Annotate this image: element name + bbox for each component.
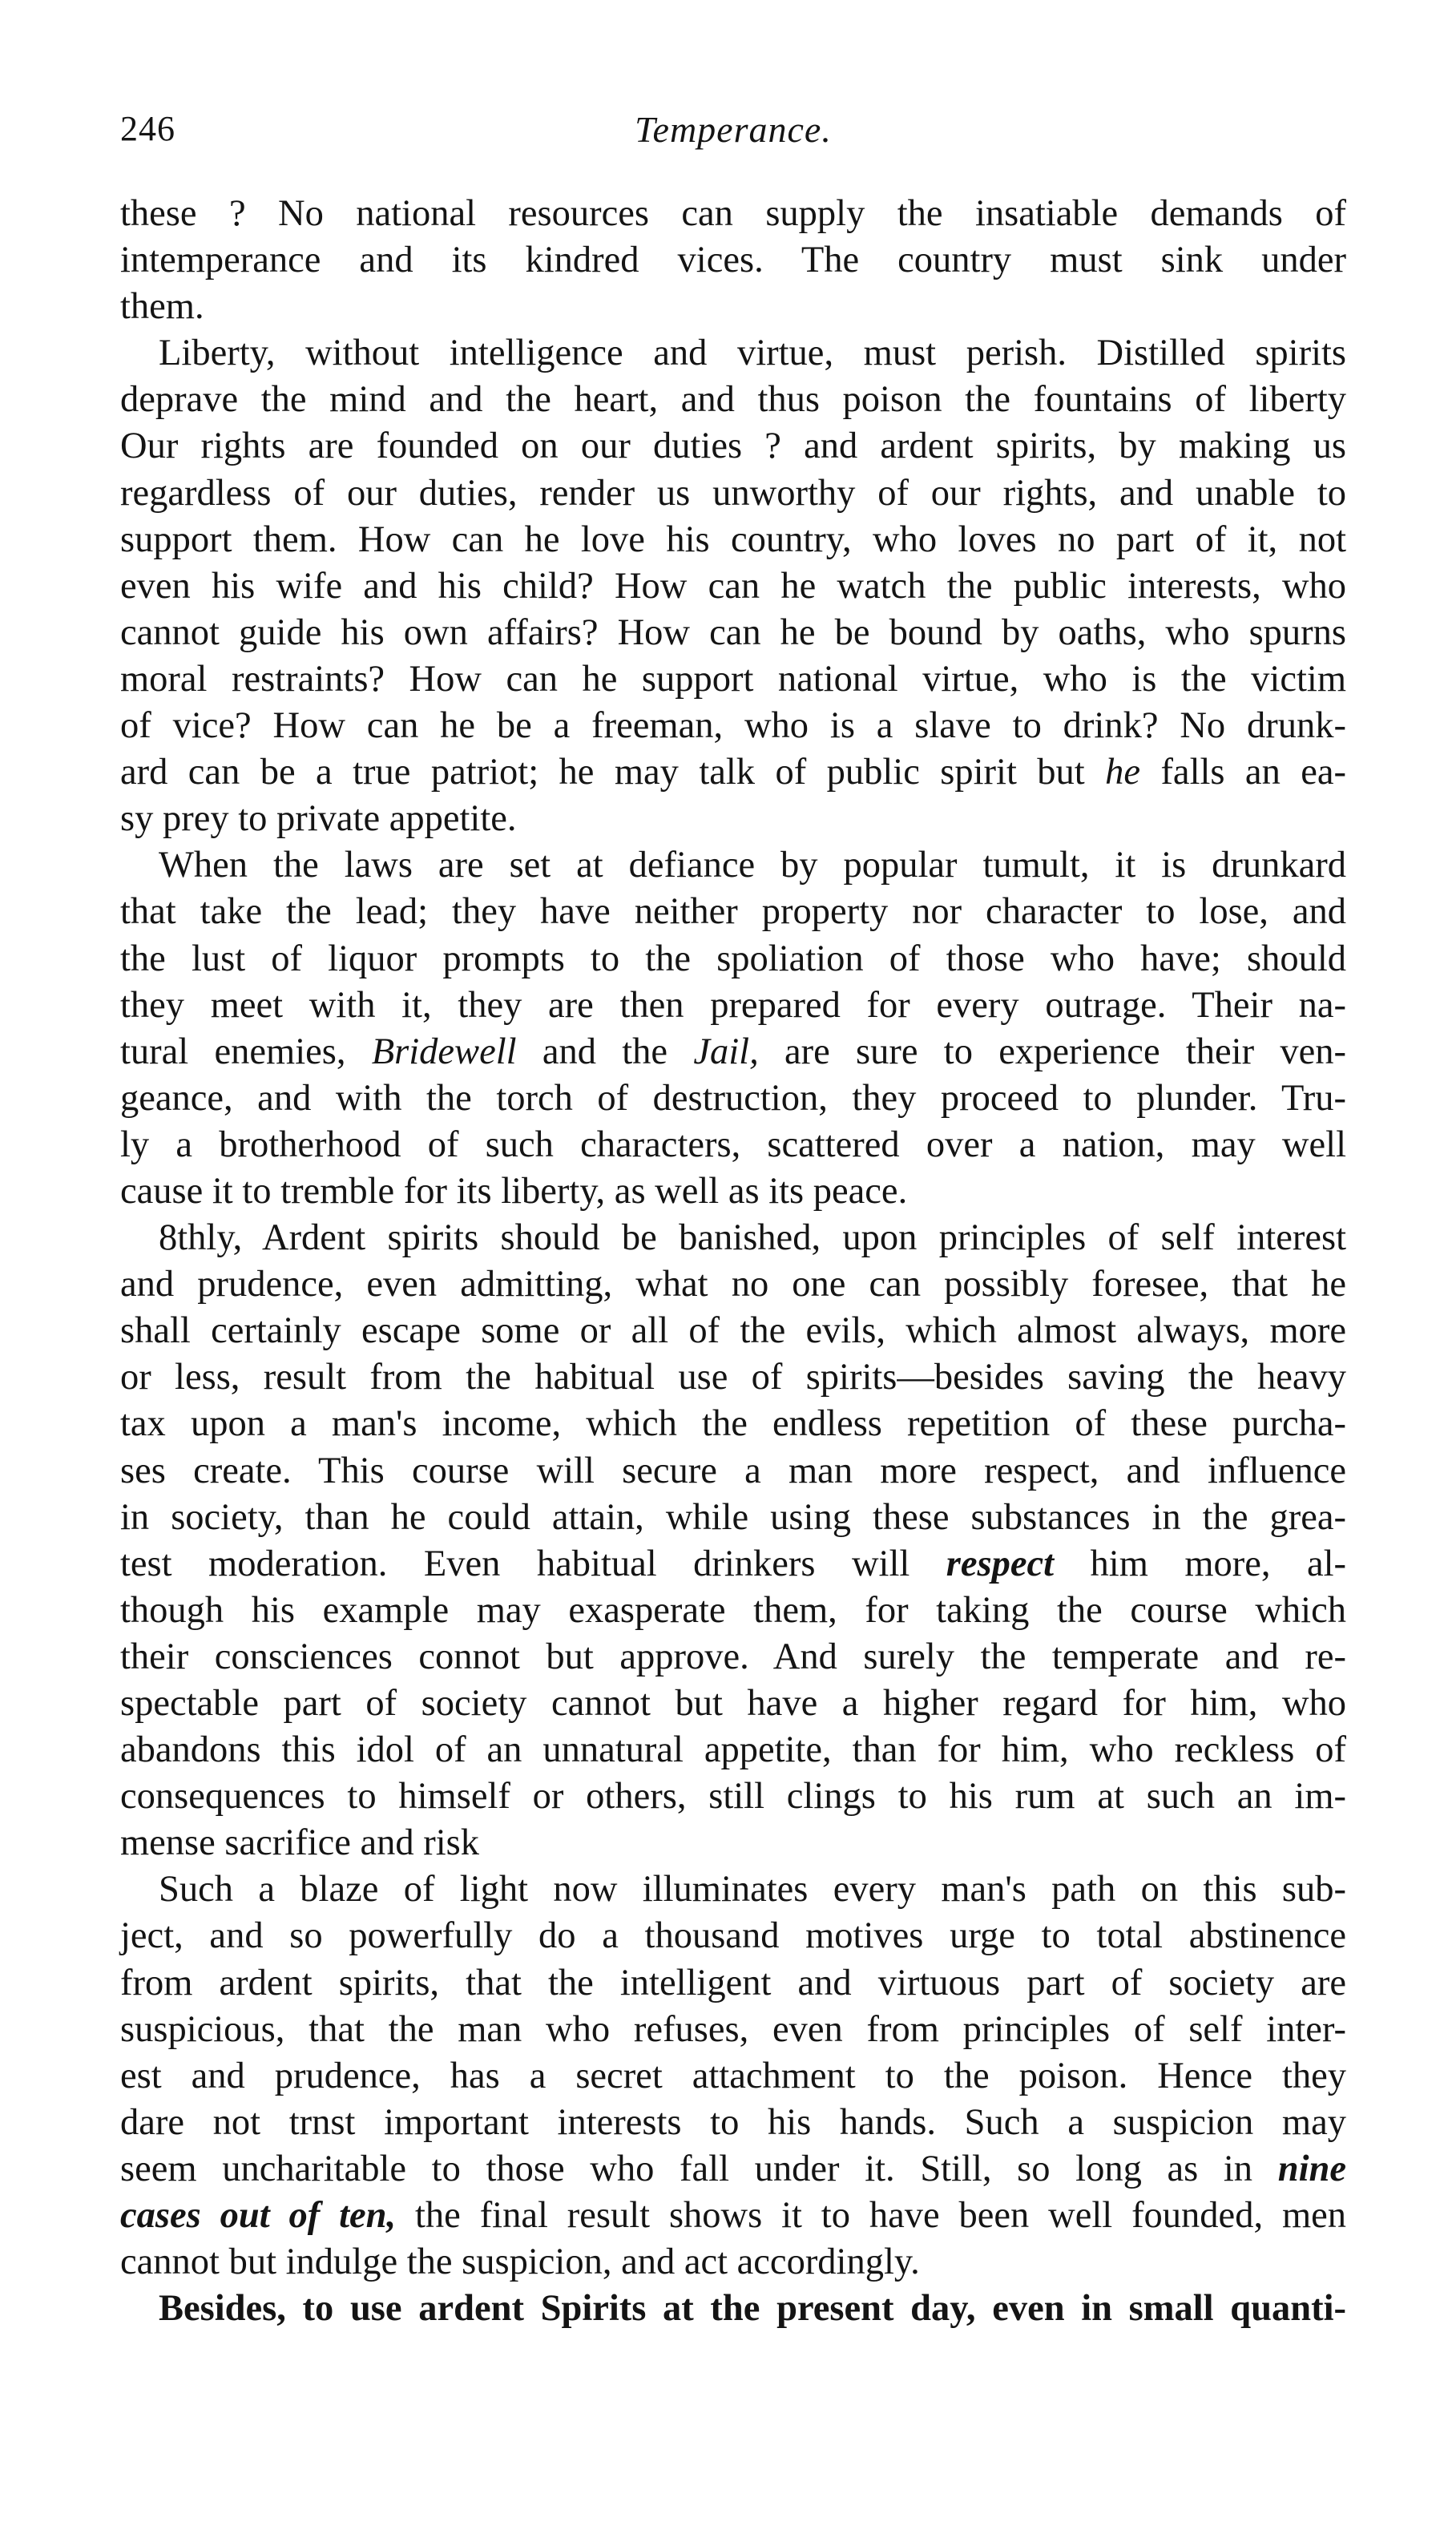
text-segment: him more, al- <box>1054 1543 1346 1584</box>
text-line <box>120 1634 1346 1681</box>
text-line <box>120 2146 1346 2193</box>
text-line <box>120 1354 1346 1401</box>
text-line <box>120 2286 1346 2332</box>
text-line <box>120 1727 1346 1773</box>
emphasized-text: cases out of ten, <box>120 2195 397 2237</box>
text-line <box>120 983 1346 1029</box>
text-segment: test moderation. Even habitual drinkers will <box>120 1543 946 1584</box>
text-segment: these ? No national resources can supply the insatiable demands of <box>120 193 1346 234</box>
text-line <box>120 1681 1346 1727</box>
text-line <box>120 517 1346 563</box>
text-segment: the final result shows it to have been well founded, men <box>396 2195 1346 2237</box>
text-line <box>120 936 1346 983</box>
text-line <box>120 563 1346 610</box>
text-segment: in society, than he could attain, while using these substances in the grea- <box>120 1496 1346 1538</box>
page-header <box>120 100 1346 156</box>
text-segment: 8thly, Ardent spirits should be banished, upon principles of self interest <box>159 1217 1346 1259</box>
text-line <box>120 703 1346 749</box>
text-line <box>120 1029 1346 1075</box>
text-segment: cause it to tremble for its liberty, as well as its peace. <box>120 1170 908 1212</box>
text-segment: est and prudence, has a secret attachment to the poison. Hence they <box>120 2055 1346 2096</box>
text-line <box>120 377 1346 423</box>
text-segment: Such a blaze of light now illuminates every man's path on this sub- <box>159 1869 1346 1911</box>
text-line <box>120 1401 1346 1447</box>
text-line <box>120 656 1346 703</box>
text-line <box>120 1773 1346 1820</box>
text-line <box>120 889 1346 935</box>
text-segment: intemperance and its kindred vices. The country must sink under <box>120 240 1346 281</box>
text-line <box>120 284 1346 330</box>
text-line <box>120 1215 1346 1261</box>
text-line <box>120 2100 1346 2146</box>
text-line <box>120 423 1346 470</box>
emphasized-text: he <box>1105 752 1141 793</box>
text-segment: Our rights are founded on our duties ? and ardent spirits, by making us <box>120 426 1346 467</box>
text-segment: When the laws are set at defiance by popular tumult, it is drunkard <box>159 845 1346 886</box>
text-segment: that take the lead; they have neither property nor character to lose, and <box>120 891 1346 933</box>
emphasized-text: nine <box>1277 2148 1346 2189</box>
text-segment: regardless of our duties, render us unworthy of our rights, and unable to <box>120 472 1346 514</box>
text-segment: of vice? How can he be a freeman, who is a slave to drink? No drunk- <box>120 705 1346 747</box>
text-segment: from ardent spirits, that the intelligent and virtuous part of society are <box>120 1962 1346 2003</box>
text-segment: or less, result from the habitual use of spirits—besides saving the heavy <box>120 1357 1346 1398</box>
text-segment: support them. How can he love his country, who loves no part of it, not <box>120 519 1346 560</box>
text-segment: deprave the mind and the heart, and thus poison the fountains of liberty <box>120 379 1346 421</box>
text-line <box>120 2007 1346 2053</box>
text-line <box>120 2239 1346 2286</box>
text-line <box>120 191 1346 237</box>
text-line <box>120 842 1346 889</box>
text-segment: their consciences connot but approve. And surely the temperate and re- <box>120 1636 1346 1677</box>
text-line <box>120 610 1346 656</box>
text-segment: and prudence, even admitting, what no one can possibly foresee, that he <box>120 1264 1346 1305</box>
text-line <box>120 2193 1346 2239</box>
text-line <box>120 796 1346 842</box>
emphasized-text: Bridewell <box>371 1031 517 1072</box>
text-segment: moral restraints? How can he support national virtue, who is the victim <box>120 658 1346 700</box>
running-title: Temperance. <box>635 109 832 150</box>
emphasized-text: respect <box>946 1543 1055 1584</box>
text-line <box>120 2053 1346 2100</box>
text-line <box>120 1122 1346 1168</box>
text-segment: shall certainly escape some or all of the evils, which almost always, more <box>120 1310 1346 1352</box>
text-segment: though his example may exasperate them, for taking the course which <box>120 1589 1346 1631</box>
text-segment: consequences to himself or others, still clings to his rum at such an im- <box>120 1776 1346 1818</box>
text-line <box>120 1495 1346 1541</box>
page-number: 246 <box>120 109 175 148</box>
text-line <box>120 1588 1346 1634</box>
body-text <box>120 191 1346 2332</box>
text-segment: falls an ea- <box>1140 752 1347 793</box>
text-segment: seem uncharitable to those who fall under it. Still, so long as in <box>120 2148 1278 2189</box>
text-segment: the lust of liquor prompts to the spoliation of those who have; should <box>120 938 1346 979</box>
text-segment: Liberty, without intelligence and virtue, must perish. Distilled spirits <box>159 333 1346 374</box>
text-segment: them. <box>120 286 204 328</box>
text-line <box>120 1308 1346 1354</box>
text-segment: cannot but indulge the suspicion, and act accordingly. <box>120 2241 920 2283</box>
text-line <box>120 330 1346 377</box>
text-line <box>120 1448 1346 1495</box>
text-segment: mense sacrifice and risk <box>120 1822 480 1864</box>
text-line <box>120 1960 1346 2007</box>
text-segment: cannot guide his own affairs? How can he be bound by oaths, who spurns <box>120 611 1346 653</box>
text-segment: spectable part of society cannot but have a higher regard for him, who <box>120 1683 1346 1724</box>
text-line <box>120 1075 1346 1122</box>
text-segment: even his wife and his child? How can he watch the public interests, who <box>120 565 1346 607</box>
text-segment: Besides, to use ardent Spirits at the present day, even in small quanti- <box>159 2288 1346 2330</box>
text-segment: tax upon a man's income, which the endless repetition of these purcha- <box>120 1403 1346 1445</box>
text-line <box>120 1261 1346 1308</box>
text-segment: suspicious, that the man who refuses, even from principles of self inter- <box>120 2008 1346 2050</box>
text-line <box>120 1541 1346 1588</box>
text-segment: tural enemies, <box>120 1031 372 1072</box>
text-segment: sy prey to private appetite. <box>120 798 517 840</box>
text-segment: abandons this idol of an unnatural appetite, than for him, who reckless of <box>120 1729 1346 1771</box>
text-line <box>120 1913 1346 1959</box>
text-segment: dare not trnst important interests to his hands. Such a suspicion may <box>120 2101 1346 2143</box>
text-segment: are sure to experience their ven- <box>758 1031 1346 1072</box>
text-line <box>120 749 1346 796</box>
text-segment: ard can be a true patriot; he may talk of public spirit but <box>120 752 1106 793</box>
text-segment: they meet with it, they are then prepared for every outrage. Their na- <box>120 984 1346 1026</box>
text-segment: geance, and with the torch of destruction, they proceed to plunder. Tru- <box>120 1077 1346 1119</box>
text-line <box>120 470 1346 517</box>
text-line <box>120 237 1346 284</box>
text-segment: ly a brotherhood of such characters, scattered over a nation, may well <box>120 1124 1346 1165</box>
emphasized-text: Jail, <box>693 1031 759 1072</box>
text-line <box>120 1866 1346 1913</box>
text-line <box>120 1820 1346 1866</box>
text-segment: ject, and so powerfully do a thousand motives urge to total abstinence <box>120 1915 1346 1957</box>
text-line <box>120 1168 1346 1215</box>
text-segment: and the <box>516 1031 694 1072</box>
text-segment: ses create. This course will secure a man more respect, and influence <box>120 1450 1346 1491</box>
